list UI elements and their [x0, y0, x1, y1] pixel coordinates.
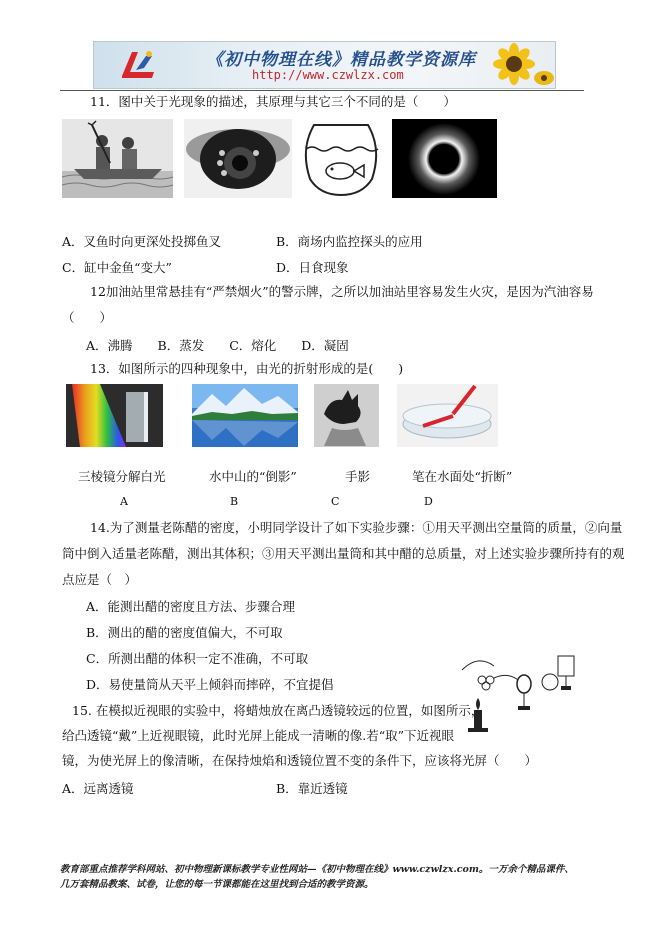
q11-image-fishing [62, 119, 173, 198]
q14-stem-line2: 筒中倒入适量老陈醋，测出其体积；③用天平测出量筒和其中醋的总质量，对上述实验步骤所持有的观 [62, 546, 625, 561]
q14-stem-line1: 14.为了测量老陈醋的密度，小明同学设计了如下实验步骤：①用天平测出空量筒的质量，②向量 [90, 520, 623, 535]
q13-image-hand-shadow [314, 384, 379, 447]
q15-image-lens-setup [458, 650, 588, 738]
q13-letter-b[interactable]: B [230, 495, 239, 508]
q15-stem-line3: 镜，为使光屏上的像清晰，在保持烛焰和透镜位置不变的条件下，应该将光屏（ ） [62, 753, 538, 768]
header-divider [60, 90, 584, 91]
q13-letter-c[interactable]: C [331, 495, 340, 508]
q11-option-d[interactable]: D．日食现象 [276, 260, 349, 275]
q15-stem-line1: 15. 在模拟近视眼的实验中，将蜡烛放在离凸透镜较远的位置，如图所示， [72, 703, 484, 718]
header-banner [93, 41, 556, 89]
sunflower-icon [484, 42, 554, 88]
q11-option-a[interactable]: A．叉鱼时向更深处投掷鱼叉 [62, 234, 222, 249]
q14-option-c[interactable]: C．所测出醋的体积一定不准确，不可取 [86, 651, 309, 666]
q13-caption-c: 手影 [345, 469, 371, 484]
header-url[interactable]: http://www.czwlzx.com [252, 68, 404, 82]
q15-stem-line2: 给凸透镜“戴”上近视眼镜，此时光屏上能成一清晰的像.若“取”下近视眼 [62, 728, 455, 743]
q15-option-a[interactable]: A．远离透镜 [62, 781, 134, 796]
q11-option-c[interactable]: C．缸中金鱼“变大” [62, 260, 172, 275]
q11-image-goldfish-bowl [300, 119, 382, 198]
q13-image-prism [66, 384, 163, 447]
q11-option-b[interactable]: B．商场内监控探头的应用 [276, 234, 423, 249]
q12-stem-line1: 12加油站里常悬挂有“严禁烟火”的警示牌，之所以加油站里容易发生火灾，是因为汽油容易 [90, 284, 594, 299]
q13-letter-d[interactable]: D [424, 495, 433, 508]
header-title: 《初中物理在线》精品教学资源库 [206, 50, 476, 70]
q14-stem-line3: 点应是（ ） [62, 572, 138, 587]
q14-option-a[interactable]: A．能测出醋的密度且方法、步骤合理 [86, 599, 296, 614]
q11-stem: 11．图中关于光现象的描述，其原理与其它三个不同的是（ ） [90, 94, 456, 109]
q13-image-pencil-water [397, 384, 498, 447]
q12-stem-line2: （ ） [62, 310, 113, 325]
footer-line-1: 教育部重点推荐学科网站、初中物理新课标教学专业性网站—《初中物理在线》www.czwlzx.com。一万余个精品课件、 [60, 864, 574, 875]
page-footer [60, 862, 600, 892]
q11-image-solar-eclipse [392, 119, 497, 198]
q13-caption-d: 笔在水面处“折断” [412, 469, 513, 484]
q15-option-b[interactable]: B．靠近透镜 [276, 781, 348, 796]
q11-image-camera [184, 119, 292, 198]
q13-caption-a: 三棱镜分解白光 [78, 469, 166, 484]
q14-option-d[interactable]: D．易使量筒从天平上倾斜而摔碎，不宜提倡 [86, 677, 334, 692]
q13-letter-a[interactable]: A [120, 495, 128, 508]
footer-line-2: 几万套精品教案、试卷，让您的每一节课都能在这里找到合适的教学资源。 [60, 879, 374, 890]
q14-option-b[interactable]: B．测出的醋的密度值偏大，不可取 [86, 625, 283, 640]
q13-caption-b: 水中山的“倒影” [209, 469, 297, 484]
q12-options[interactable]: A．沸腾 B．蒸发 C．熔化 D．凝固 [86, 338, 349, 353]
logo-icon [116, 46, 160, 84]
q13-image-mountain-reflection [192, 384, 298, 447]
q13-stem: 13．如图所示的四种现象中，由光的折射形成的是( ) [90, 361, 404, 376]
